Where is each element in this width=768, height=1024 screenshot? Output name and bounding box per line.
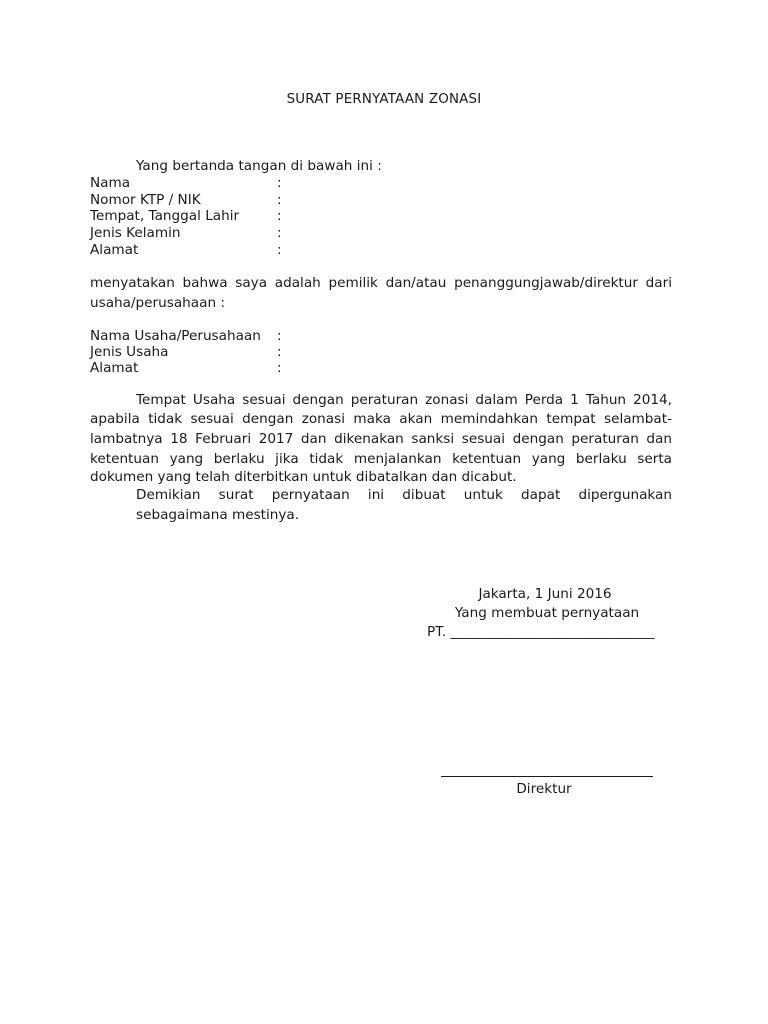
field-jenis-usaha — [90, 344, 690, 361]
statement-line-2: usaha/perusahaan : — [90, 295, 225, 311]
field-alamat — [90, 242, 690, 259]
field-colon: : — [277, 208, 282, 224]
document-title: SURAT PERNYATAAN ZONASI — [286, 92, 482, 107]
field-colon: : — [277, 175, 282, 191]
closing-line-2: sebagaimana mestinya. — [136, 507, 300, 523]
paragraph-1-first — [136, 391, 672, 410]
field-alamat-usaha — [90, 360, 690, 377]
field-jenis-kelamin — [90, 225, 690, 242]
field-nama — [90, 175, 690, 192]
signature-maker: Yang membuat pernyataan — [454, 605, 640, 621]
field-colon: : — [277, 192, 282, 208]
paragraph-1-line-3 — [90, 430, 672, 449]
paragraph-1-line-2 — [90, 410, 672, 429]
paragraph-1-line-4 — [90, 450, 672, 469]
signature-company: PT. ______________________________ — [427, 624, 655, 640]
signature-line — [441, 776, 653, 777]
field-ttl — [90, 208, 690, 225]
paragraph-text: apabila tidak sesuai dengan zonasi maka akan memindahkan tempat selambat- — [90, 411, 672, 427]
paragraph-text: ketentuan yang berlaku jika tidak menjalankan ketentuan yang berlaku serta — [90, 451, 672, 467]
field-label: Nomor KTP / NIK — [90, 192, 201, 208]
paragraph-1-line-5: dokumen yang telah diterbitkan untuk dibatalkan dan dicabut. — [90, 469, 517, 485]
field-label: Nama — [90, 175, 131, 191]
field-label: Tempat, Tanggal Lahir — [90, 208, 240, 224]
field-colon: : — [277, 344, 282, 360]
closing-line-1 — [136, 486, 672, 505]
intro-text: Yang bertanda tangan di bawah ini : — [136, 158, 382, 174]
statement-text: menyatakan bahwa saya adalah pemilik dan/atau penanggungjawab/direktur dari — [90, 275, 672, 291]
paragraph-text: Tempat Usaha sesuai dengan peraturan zonasi dalam Perda 1 Tahun 2014, — [136, 392, 672, 408]
field-colon: : — [277, 360, 282, 376]
field-label: Jenis Usaha — [90, 344, 169, 360]
field-label: Jenis Kelamin — [90, 225, 181, 241]
paragraph-text: lambatnya 18 Februari 2017 dan dikenakan sanksi sesuai dengan peraturan dan — [90, 431, 672, 447]
field-nama-usaha — [90, 328, 690, 345]
statement-line-1 — [90, 274, 672, 293]
closing-text: Demikian surat pernyataan ini dibuat untuk dapat dipergunakan — [136, 487, 672, 503]
field-colon: : — [277, 242, 282, 258]
field-colon: : — [277, 328, 282, 344]
field-label: Alamat — [90, 242, 139, 258]
signature-role: Direktur — [516, 781, 572, 797]
field-label: Alamat — [90, 360, 139, 376]
field-nik — [90, 192, 690, 209]
signature-place-date: Jakarta, 1 Juni 2016 — [478, 586, 612, 602]
field-label: Nama Usaha/Perusahaan — [90, 328, 261, 344]
field-colon: : — [277, 225, 282, 241]
